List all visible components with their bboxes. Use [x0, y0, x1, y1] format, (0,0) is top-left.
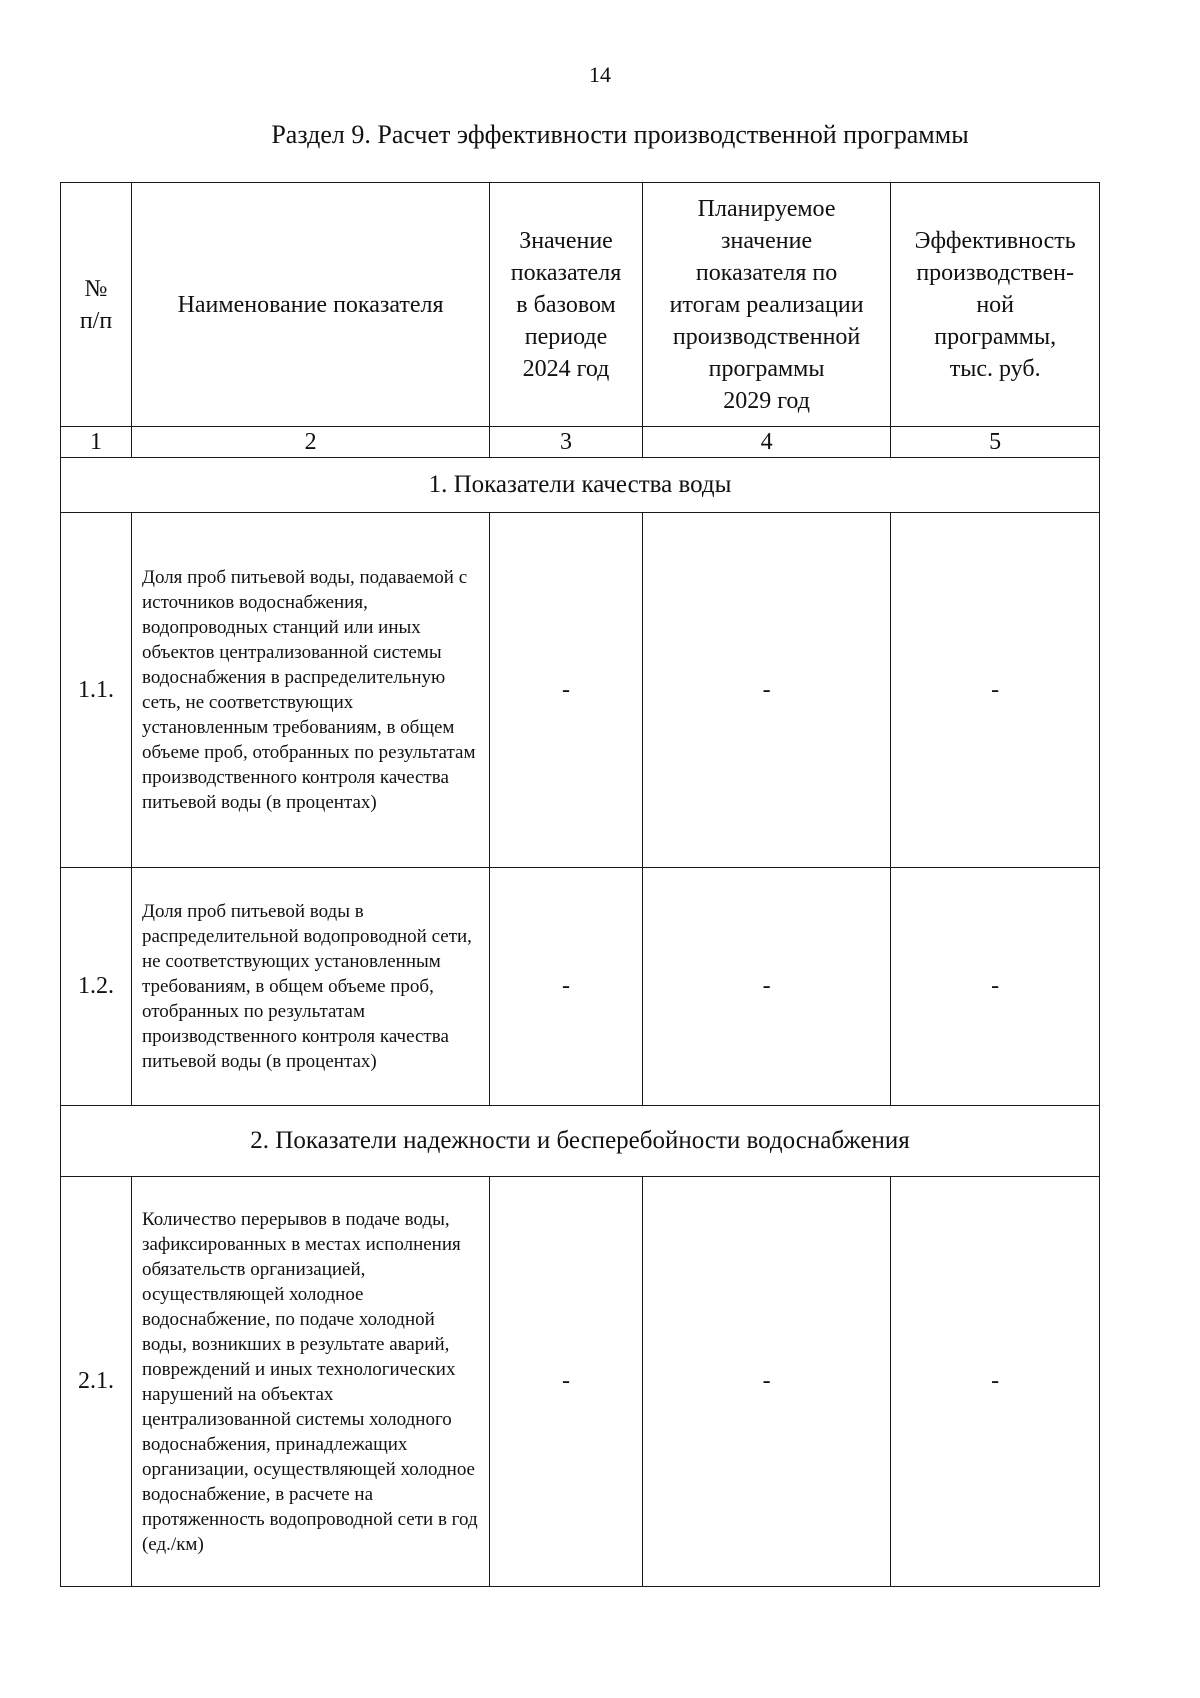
section-row — [61, 1106, 1100, 1177]
row-number: 1.2. — [61, 868, 132, 1106]
efficiency-value: - — [891, 868, 1100, 1106]
header-indicator-name: Наименование показателя — [131, 183, 489, 427]
planned-value: - — [642, 1177, 890, 1587]
table-row — [61, 1177, 1100, 1587]
base-value: - — [490, 513, 643, 868]
page-number: 14 — [589, 62, 611, 87]
header-base-value: Значение показателя в базовом периоде 2024 год — [490, 183, 643, 427]
indicator-name: Доля проб питьевой воды в распределительной водопроводной сети, не соответствующих установленным требованиям, в общем объеме проб, отобранных по результатам производственного контроля качества питьевой воды (в процентах) — [131, 868, 489, 1106]
planned-value: - — [642, 513, 890, 868]
section-row — [61, 458, 1100, 513]
efficiency-value: - — [891, 1177, 1100, 1587]
table-row — [61, 513, 1100, 868]
column-number-row — [61, 427, 1100, 458]
column-number: 2 — [131, 427, 489, 458]
column-number: 4 — [642, 427, 890, 458]
indicator-name: Количество перерывов в подаче воды, зафиксированных в местах исполнения обязательств организацией, осуществляющей холодное водоснабжение, по подаче холодной воды, возникших в результате аварий, повреждений и иных технологических нарушений на объектах централизованной системы холодного водоснабжения, принадлежащих организации, осуществляющей холодное водоснабжение, в расчете на протяженность водопроводной сети в год (ед./км) — [131, 1177, 489, 1587]
section-heading: 1. Показатели качества воды — [61, 458, 1100, 513]
column-number: 5 — [891, 427, 1100, 458]
efficiency-table — [60, 182, 1100, 1587]
header-planned-value: Планируемое значение показателя по итогам реализации производственной программы 2029 год — [642, 183, 890, 427]
row-number: 2.1. — [61, 1177, 132, 1587]
section-title: Раздел 9. Расчет эффективности производственной программы — [271, 120, 969, 149]
column-number: 3 — [490, 427, 643, 458]
table-header-row — [61, 183, 1100, 427]
indicator-name: Доля проб питьевой воды, подаваемой с источников водоснабжения, водопроводных станций или иных объектов централизованной системы водоснабжения в распределительную сеть, не соответствующих установленным требованиям, в общем объеме проб, отобранных по результатам производственного контроля качества питьевой воды (в процентах) — [131, 513, 489, 868]
column-number: 1 — [61, 427, 132, 458]
efficiency-value: - — [891, 513, 1100, 868]
section-heading: 2. Показатели надежности и бесперебойности водоснабжения — [61, 1106, 1100, 1177]
base-value: - — [490, 1177, 643, 1587]
table-row — [61, 868, 1100, 1106]
base-value: - — [490, 868, 643, 1106]
row-number: 1.1. — [61, 513, 132, 868]
header-number: № п/п — [61, 183, 132, 427]
header-efficiency: Эффективность производствен- ной программы, тыс. руб. — [891, 183, 1100, 427]
planned-value: - — [642, 868, 890, 1106]
